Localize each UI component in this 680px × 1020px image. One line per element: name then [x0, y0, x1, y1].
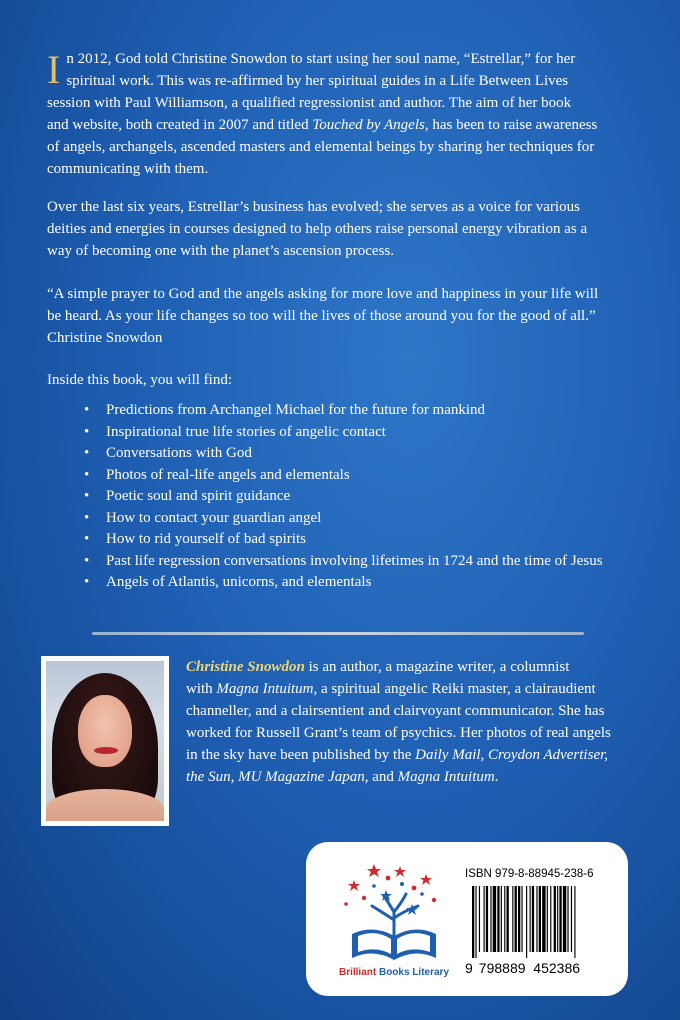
list-item: • Past life regression conversations involving lifetimes in 1724 and the time of Jesus — [80, 551, 650, 573]
section-divider — [92, 632, 584, 635]
publisher-logo — [334, 858, 454, 982]
bullet-icon: • — [84, 574, 90, 590]
book-title: Touched by Angels, — [312, 117, 429, 133]
publisher-name: Brilliant Books Literary — [338, 967, 450, 978]
list-intro: Inside this book, you will find: — [47, 372, 232, 388]
list-item: • Photos of real-life angels and elementals — [80, 465, 650, 487]
isbn-label: ISBN 979-8-88945-238-6 — [465, 868, 594, 880]
author-name: Christine Snowdon — [186, 659, 305, 675]
list-item: • Inspirational true life stories of angelic contact — [80, 422, 650, 444]
author-bio: Christine Snowdon is an author, a magazine writer, a columnist with Magna Intuitum, a spiritual angelic Reiki master, a clairaudient channeller, and a clairsentient and clairvoyant communicator. She has worked for Russell Grant’s team of psychics. Her photos of real angels in the sky have been published by the Daily Mail, Croydon Advertiser, the Sun, MU Magazine Japan, and Magna Intuitum. — [186, 659, 611, 785]
feature-list — [80, 400, 650, 594]
author-portrait — [46, 661, 164, 821]
intro-paragraph: In 2012, God told Christine Snowdon to start using her soul name, “Estrellar,” for her spiritual work. This was re-affirmed by her spiritual guides in a Life Between Lives session with Paul Williamson, a qualified regressionist and author. The aim of her book and website, both created in 2007 and titled Touched by Angels, has been to raise awareness of angels, archangels, ascended masters and elemental beings by sharing her techniques for communicating with them. — [47, 47, 598, 177]
list-item: • How to contact your guardian angel — [80, 508, 650, 530]
bullet-icon: • — [84, 552, 90, 569]
book-tree-logo-icon — [334, 858, 454, 964]
list-item: • How to rid yourself of bad spirits — [80, 529, 650, 551]
drop-cap: I — [47, 47, 61, 92]
quote-attribution: Christine Snowdon — [47, 330, 163, 346]
bullet-icon: • — [84, 423, 90, 440]
barcode-icon — [472, 886, 612, 958]
barcode-number: 9 798889 452386 — [465, 960, 581, 976]
bullet-icon: • — [84, 531, 90, 547]
list-item: • Poetic soul and spirit guidance — [80, 486, 650, 508]
bullet-icon: • — [84, 509, 90, 526]
author-photo — [41, 656, 169, 826]
quote-paragraph: “A simple prayer to God and the angels asking for more love and happiness in your life will be heard. As your life changes so too will the lives of those around you for the good of all.” Christine Snowdon — [47, 286, 599, 346]
bullet-icon: • — [84, 466, 90, 483]
list-item: • Angels of Atlantis, unicorns, and elementals — [80, 572, 650, 594]
list-item: • Conversations with God — [80, 443, 650, 465]
business-paragraph: Over the last six years, Estrellar’s business has evolved; she serves as a voice for various deities and energies in courses designed to help others raise personal energy vibration as a way of becoming one with the planet’s ascension process. — [47, 199, 588, 259]
bullet-icon: • — [84, 402, 90, 418]
list-item: • Predictions from Archangel Michael for the future for mankind — [80, 400, 650, 422]
publisher-barcode-card — [306, 842, 628, 996]
bullet-icon: • — [84, 445, 90, 461]
bullet-icon: • — [84, 488, 90, 504]
